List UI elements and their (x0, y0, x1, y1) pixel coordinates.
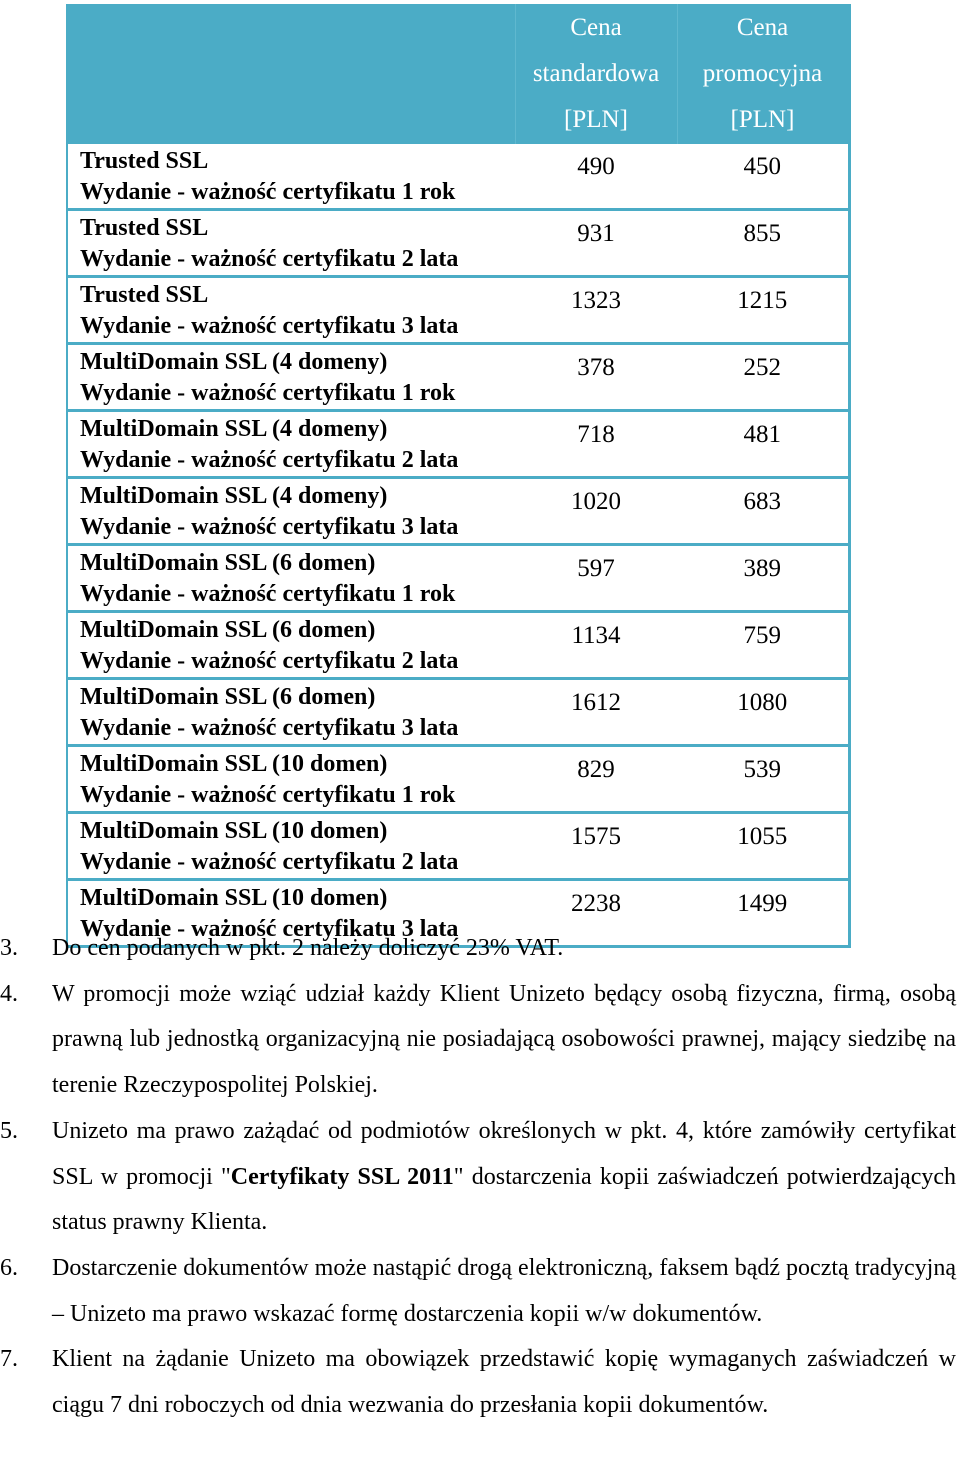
note-number: 3. (0, 935, 18, 961)
product-name: Trusted SSL (80, 215, 209, 241)
product-name: MultiDomain SSL (10 domen) (80, 818, 388, 844)
validity-text: Wydanie - ważność certyfikatu 3 lata (80, 313, 459, 339)
table-row (67, 545, 849, 612)
promo-price-cell: 389 (677, 545, 849, 612)
product-cell (67, 545, 515, 612)
header-promo-price: Cena promocyjna [PLN] (677, 4, 849, 144)
product-name: MultiDomain SSL (4 domeny) (80, 416, 388, 442)
promo-price-cell: 1080 (677, 679, 849, 746)
product-name: MultiDomain SSL (10 domen) (80, 885, 388, 911)
validity-text: Wydanie - ważność certyfikatu 2 lata (80, 648, 459, 674)
header-product (67, 4, 515, 144)
promo-price-cell: 1055 (677, 813, 849, 880)
promo-price-cell: 1215 (677, 277, 849, 344)
product-name: MultiDomain SSL (6 domen) (80, 684, 376, 710)
note-text-before: Unizeto ma prawo zażądać od podmiotów określonych w pkt. 4, które zamówiły certyfikat SSL w promocji " (52, 1117, 956, 1190)
product-name: MultiDomain SSL (10 domen) (80, 751, 388, 777)
validity-text: Wydanie - ważność certyfikatu 1 rok (80, 581, 456, 607)
promotion-name: Certyfikaty SSL 2011 (230, 1163, 454, 1190)
product-cell (67, 478, 515, 545)
standard-price-cell: 1020 (515, 478, 677, 545)
product-name: MultiDomain SSL (4 domeny) (80, 483, 388, 509)
promo-price-cell: 683 (677, 478, 849, 545)
product-name: Trusted SSL (80, 282, 209, 308)
table-row (67, 746, 849, 813)
note-5 (0, 1109, 956, 1246)
table-row (67, 478, 849, 545)
table-header-row (67, 4, 849, 144)
table-row (67, 144, 849, 210)
promo-price-cell: 481 (677, 411, 849, 478)
validity-text: Wydanie - ważność certyfikatu 3 lata (80, 916, 459, 942)
product-name: MultiDomain SSL (6 domen) (80, 617, 376, 643)
note-number: 7. (0, 1346, 18, 1373)
table-row (67, 813, 849, 880)
standard-price-cell: 1134 (515, 612, 677, 679)
table-row (67, 210, 849, 277)
promo-price-cell: 855 (677, 210, 849, 277)
note-number: 6. (0, 1254, 18, 1281)
validity-text: Wydanie - ważność certyfikatu 2 lata (80, 447, 459, 473)
note-text: W promocji może wziąć udział każdy Klient Unizeto będący osobą fizyczna, firmą, osobą prawną lub jednostką organizacyjną nie posiadającą osobowości prawnej, mający siedzibę na terenie Rzeczypospolitej Polskiej. (52, 980, 956, 1099)
validity-text: Wydanie - ważność certyfikatu 2 lata (80, 246, 459, 272)
table-row (67, 679, 849, 746)
validity-text: Wydanie - ważność certyfikatu 2 lata (80, 849, 459, 875)
validity-text: Wydanie - ważność certyfikatu 3 lata (80, 514, 459, 540)
note-text: Dostarczenie dokumentów może nastąpić drogą elektroniczną, faksem bądź pocztą tradycyjną – Unizeto ma prawo wskazać formę dostarczenia kopii w/w dokumentów. (52, 1254, 956, 1327)
product-cell (67, 144, 515, 210)
note-text-after: " dostarczenia kopii zaświadczeń potwierdzających status prawny Klienta. (52, 1163, 957, 1236)
note-text: Do cen podanych w pkt. 2 należy doliczyć 23% VAT. (52, 935, 564, 961)
header-standard-price: Cena standardowa [PLN] (515, 4, 677, 144)
product-cell (67, 679, 515, 746)
note-6 (0, 1246, 956, 1337)
standard-price-cell: 718 (515, 411, 677, 478)
standard-price-cell: 2238 (515, 880, 677, 947)
product-cell (67, 277, 515, 344)
standard-price-cell: 1612 (515, 679, 677, 746)
note-text: Klient na żądanie Unizeto ma obowiązek przedstawić kopię wymaganych zaświadczeń w ciągu 7 dni roboczych od dnia wezwania do przesłania kopii dokumentów. (52, 1346, 956, 1419)
product-name: MultiDomain SSL (6 domen) (80, 550, 376, 576)
table-row (67, 411, 849, 478)
product-name: Trusted SSL (80, 148, 209, 174)
product-cell (67, 344, 515, 411)
standard-price-cell: 378 (515, 344, 677, 411)
product-cell (67, 813, 515, 880)
product-cell (67, 210, 515, 277)
note-4 (0, 972, 956, 1109)
validity-text: Wydanie - ważność certyfikatu 1 rok (80, 782, 456, 808)
promo-price-cell: 1499 (677, 880, 849, 947)
product-cell (67, 411, 515, 478)
note-7 (0, 1337, 956, 1428)
promo-price-cell: 759 (677, 612, 849, 679)
product-cell (67, 746, 515, 813)
product-name: MultiDomain SSL (4 domeny) (80, 349, 388, 375)
table-row (67, 277, 849, 344)
promo-price-cell: 252 (677, 344, 849, 411)
table-row (67, 344, 849, 411)
note-number: 4. (0, 980, 18, 1007)
notes-list (0, 926, 956, 1429)
validity-text: Wydanie - ważność certyfikatu 1 rok (80, 380, 456, 406)
standard-price-cell: 1575 (515, 813, 677, 880)
standard-price-cell: 931 (515, 210, 677, 277)
price-table (66, 4, 851, 948)
product-cell (67, 612, 515, 679)
note-number: 5. (0, 1117, 18, 1144)
note-3 (0, 926, 956, 972)
standard-price-cell: 829 (515, 746, 677, 813)
promo-price-cell: 450 (677, 144, 849, 210)
promo-price-cell: 539 (677, 746, 849, 813)
standard-price-cell: 597 (515, 545, 677, 612)
table-row (67, 612, 849, 679)
standard-price-cell: 1323 (515, 277, 677, 344)
validity-text: Wydanie - ważność certyfikatu 3 lata (80, 715, 459, 741)
validity-text: Wydanie - ważność certyfikatu 1 rok (80, 179, 456, 205)
standard-price-cell: 490 (515, 144, 677, 210)
